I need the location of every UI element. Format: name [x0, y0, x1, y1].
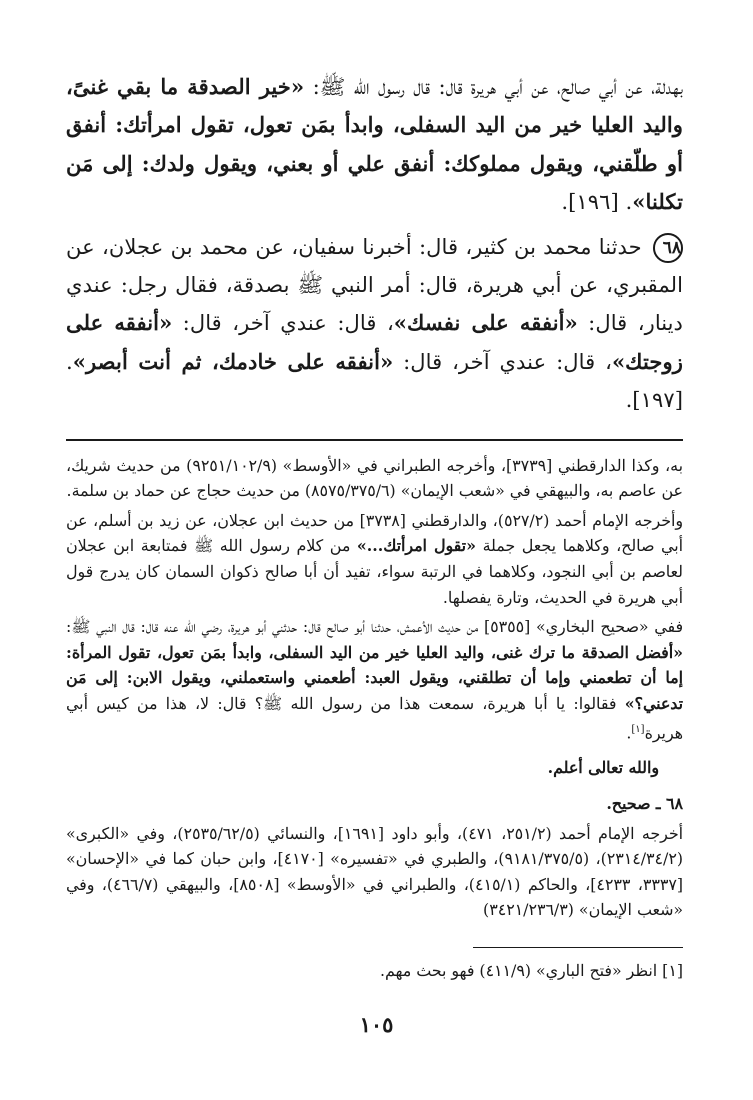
text-run: . — [626, 722, 632, 742]
text-run: من كلام رسول الله ﷺ فمتابعة ابن عجلان لعاصم بن أبي النجود، وكلاهما في الرتبة سواء، تفيد أن أبا صالح ذكوان السمان كان يدرج قول أبي هريرة في الحديث، وتارة يفصلها. — [66, 536, 683, 607]
note-paragraph — [66, 614, 683, 745]
footnote-ref: [١] — [631, 723, 645, 735]
footnote-divider — [473, 947, 683, 948]
text-run: ففي «صحيح البخاري» [٥٣٥٥] من حديث الأعمش، حدثنا أبو صالح قال: حدثني أبو هريرة، رضي الله عنه قال: قال النبي ﷺ: — [66, 617, 683, 637]
page-number: ١٠٥ — [359, 1012, 394, 1037]
hadith-196-paragraph — [66, 68, 683, 222]
page-body — [66, 68, 683, 982]
quote: «أفضل الصدقة ما ترك غنى، واليد العليا خير من اليد السفلى، وابدأ بمَن تعول، تقول المرأة: إما أن تطعمني وإما أن تطلقني، ويقول العبد: أطعمني واستعملني، ويقول الابن: إلى مَن تدعني؟» — [66, 642, 683, 713]
grading-heading: ٦٨ ـ صحيح. — [606, 794, 683, 814]
hadith-quote: «أنفقه على خادمك، ثم أنت أبصر» — [72, 348, 394, 374]
note-paragraph: به، وكذا الدارقطني [٣٧٣٩]، وأخرجه الطبراني في «الأوسط» (٩٢٥١/١٠٢/٩) من حديث شريك، عن عاصم به، والبيهقي في «شعب الإيمان» (٨٥٧٥/٣٧٥/٦) من حديث حجاج عن حماد بن سلمة. — [66, 455, 683, 501]
hadith-quote: «أنفقه على نفسك» — [393, 310, 578, 336]
note-paragraph — [66, 508, 683, 610]
hadith-number-badge: ٦٨ — [653, 233, 683, 263]
section-divider — [66, 439, 683, 441]
note-paragraph: أخرجه الإمام أحمد (٢٥١/٢، ٤٧١)، وأبو داود [١٦٩١]، والنسائي (٢٥٣٥/٦٢/٥)، وفي «الكبرى» (٢٣١٤/٣٤/٢)، (٩١٨١/٣٧٥/٥)، والطبري في «تفسيره» [٤١٧٠]، وابن حبان كما في «الإحسان» [٣٣٣٧، ٤٢٣٣]، والحاكم (٤١٥/١)، والطبراني في «الأوسط» [٨٥٠٨]، والبيهقي (٤٦٦/٧)، وفي «شعب الإيمان» (٣٤٢١/٢٣٦/٣) — [66, 823, 683, 920]
commentary-notes — [66, 453, 683, 923]
text-run: . [١٩٧]. — [66, 348, 683, 413]
text-run: . [١٩٦]. — [561, 189, 633, 215]
main-text — [66, 68, 683, 420]
hadith-197-paragraph — [66, 228, 683, 420]
closing-phrase: والله تعالى أعلم. — [547, 758, 659, 778]
text-run: ، قال: عندي آخر، قال: — [172, 310, 394, 336]
hadith-quote: «أنفقه على زوجتك» — [66, 310, 683, 374]
text-run: بهدلة، عن أبي صالح، عن أبي هريرة قال: قال رسول الله ﷺ: — [304, 74, 683, 99]
text-run: فقالوا: يا أبا هريرة، سمعت هذا من رسول الله ﷺ؟ قال: لا، هذا من كيس أبي هريرة — [66, 694, 683, 742]
footnote-1: [١] انظر «فتح الباري» (٤١١/٩) فهو بحث مهم. — [379, 961, 683, 981]
quote: «تقول امرأتك...» — [356, 536, 476, 556]
text-run: حدثنا محمد بن كثير، قال: أخبرنا سفيان، عن محمد بن عجلان، عن المقبري، عن أبي هريرة، قال: أمر النبي ﷺ بصدقة، فقال رجل: عندي دينار، قال: — [66, 233, 683, 336]
hadith-quote: «خير الصدقة ما بقي غنىً، واليد العليا خير من اليد السفلى، وابدأ بمَن تعول، تقول امرأتك: أنفق أو طلّقني، ويقول مملوكك: أنفق علي أو بعني، ويقول ولدك: إلى مَن تكلنا» — [66, 74, 683, 215]
text-run: ، قال: عندي آخر، قال: — [393, 348, 612, 374]
text-run: وأخرجه الإمام أحمد (٥٢٧/٢)، والدارقطني [٣٧٣٨] من حديث ابن عجلان، عن زيد بن أسلم، عن أبي صالح، وكلاهما يجعل جملة — [66, 510, 683, 556]
footnotes — [66, 960, 683, 982]
